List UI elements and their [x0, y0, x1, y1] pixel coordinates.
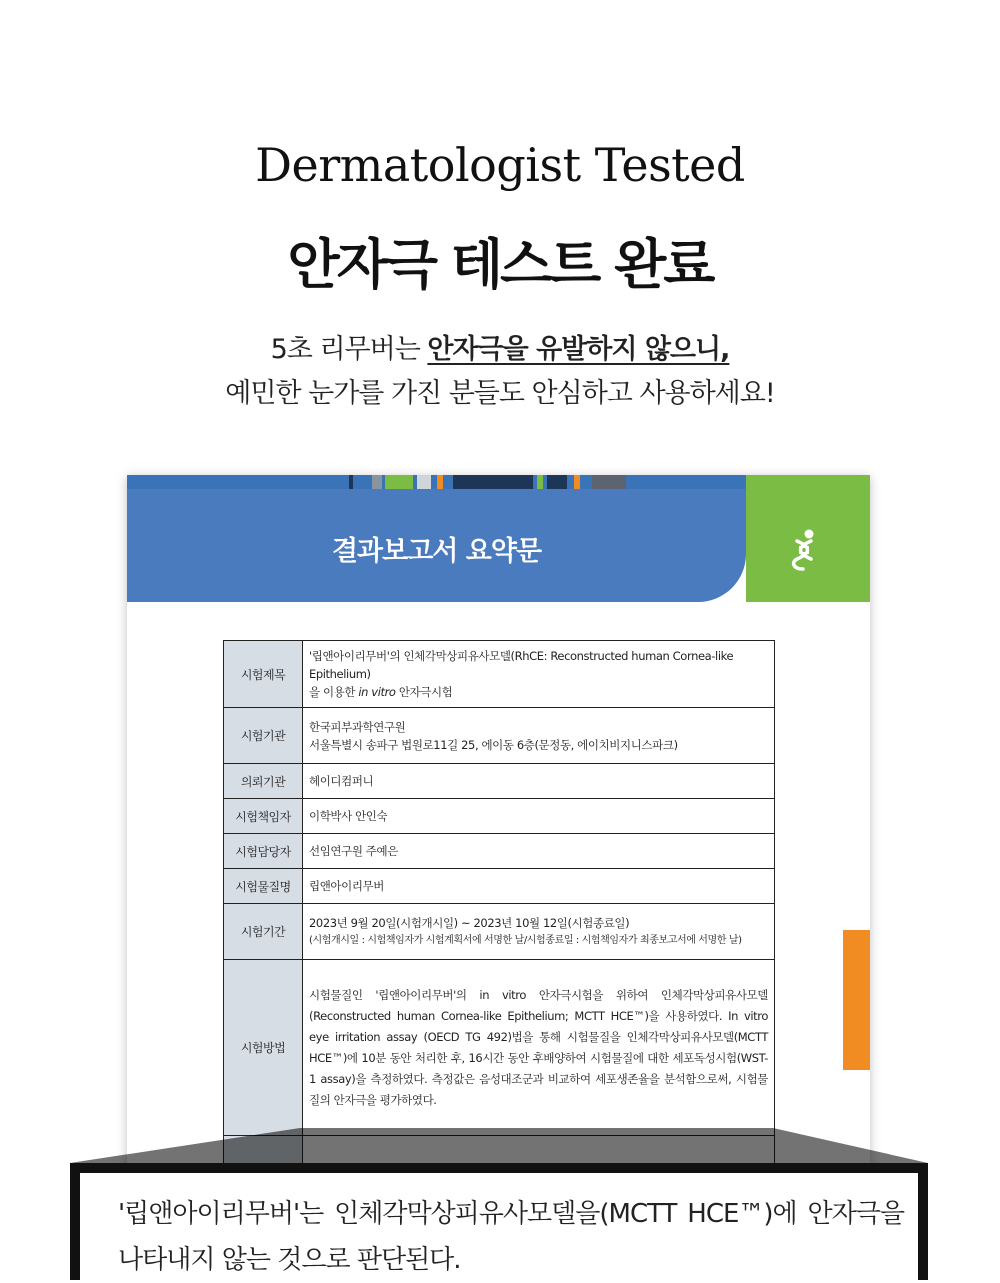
- conclusion-callout: [70, 1163, 928, 1280]
- row-value: [303, 904, 775, 960]
- report-banner-title: 결과보고서 요약문: [331, 536, 542, 567]
- row-label: 시험기간: [224, 904, 303, 960]
- row-label: 의뢰기관: [224, 764, 303, 799]
- row-label: 시험담당자: [224, 834, 303, 869]
- page-title: 안자극 테스트 완료: [287, 233, 713, 296]
- stripe-segment: [574, 475, 580, 489]
- eyebrow-heading: Dermatologist Tested: [255, 138, 745, 192]
- table-row: [224, 834, 775, 869]
- stripe-segment: [385, 475, 413, 489]
- stripe-segment: [437, 475, 443, 489]
- stripe-segment: [453, 475, 533, 489]
- stripe-segment: [372, 475, 382, 489]
- italic-segment: in vitro: [358, 685, 396, 699]
- stripe-segment: [349, 475, 353, 489]
- table-row: [224, 641, 775, 708]
- row-label: 시험물질명: [224, 869, 303, 904]
- row-value: 선임연구원 주예은: [303, 834, 775, 869]
- report-banner: [127, 489, 746, 602]
- row-value: 시험물질인 '립앤아이리무버'의 in vitro 안자극시험을 위하여 인체각막상피유사모델(Reconstructed human Cornea-like Epithelium; MCTT HCE™)을 사용하였다. In vitro eye irritation assay (OECD TG 492)법을 통해 시험물질을 인체각막상피유사모델(MCTT HCE™)에 10분 동안 처리한 후, 16시간 동안 후배양하여 시험물질에 대한 세포독성시험(WST-1 assay)을 측정하였다. 측정값은 음성대조군과 비교하여 세포생존율을 분석함으로써, 시험물질의 안자극을 평가하였다.: [303, 960, 775, 1136]
- stripe-segment: [592, 475, 626, 489]
- table-row: [224, 708, 775, 764]
- row-value-line: 한국피부과학연구원: [309, 719, 406, 734]
- table-row: [224, 799, 775, 834]
- lead-emphasis: 안자극을 유발하지 않으니,: [427, 334, 730, 365]
- lead-line2: 예민한 눈가를 가진 분들도 안심하고 사용하세요!: [225, 378, 775, 409]
- table-row: [224, 904, 775, 960]
- row-value-line: '립앤아이리무버'의 인체각막상피유사모델(RhCE: Reconstructed human Cornea-like Epithelium): [309, 649, 734, 681]
- row-value: 헤이디컴퍼니: [303, 764, 775, 799]
- row-value: [303, 641, 775, 708]
- row-label: 시험책임자: [224, 799, 303, 834]
- row-label: 시험기관: [224, 708, 303, 764]
- row-value-line: [309, 683, 768, 701]
- stripe-segment: [547, 475, 567, 489]
- stripe-segment: [537, 475, 543, 489]
- lead-text: [0, 328, 1000, 416]
- stripe-segment: [417, 475, 431, 489]
- row-value: 이학박사 안인숙: [303, 799, 775, 834]
- text-segment: 을 이용한: [309, 685, 359, 699]
- report-summary-card: [127, 475, 870, 1195]
- lead-prefix: 5초 리무버는: [270, 334, 428, 365]
- conclusion-text: '립앤아이리무버'는 인체각막상피유사모델을(MCTT HCE™)에 안자극을 나타내지 않는 것으로 판단된다.: [118, 1199, 904, 1275]
- dna-figure-icon: [787, 527, 821, 571]
- row-label: 시험방법: [224, 960, 303, 1136]
- table-row: [224, 869, 775, 904]
- row-value: 립앤아이리무버: [303, 869, 775, 904]
- table-row: [224, 960, 775, 1136]
- row-value-line: 2023년 9월 20일(시험개시일) ~ 2023년 10월 12일(시험종료일): [309, 915, 630, 930]
- row-value: [303, 708, 775, 764]
- text-segment: 안자극시험: [395, 685, 453, 699]
- report-info-table: [223, 640, 775, 1195]
- row-value-note: (시험개시일 : 시험책임자가 시험계획서에 서명한 날/시험종료일 : 시험책임자가 최종보고서에 서명한 날): [309, 934, 742, 946]
- table-row: [224, 764, 775, 799]
- row-value-line: 서울특별시 송파구 법원로11길 25, 에이동 6층(문정동, 에이치비지니스파크): [309, 737, 678, 752]
- row-label: 시험제목: [224, 641, 303, 708]
- orange-side-tab: [843, 930, 870, 1070]
